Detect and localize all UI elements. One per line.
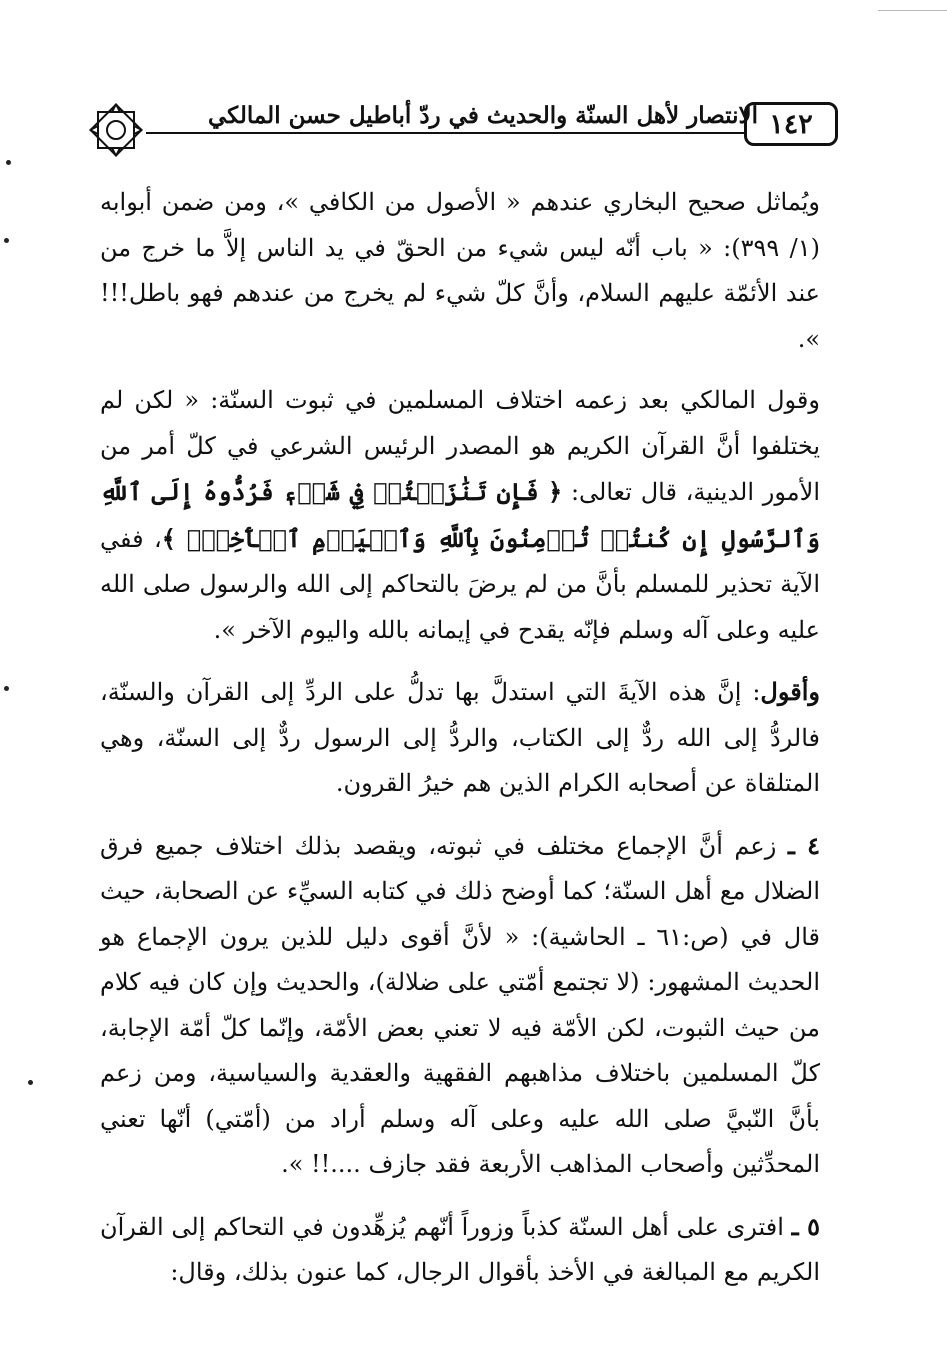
scan-edge-line — [878, 10, 947, 11]
paragraph-4 — [100, 823, 820, 1188]
page-number-box — [744, 102, 838, 146]
paragraph-5 — [100, 1204, 820, 1296]
scan-speck — [6, 160, 11, 165]
header-rule — [146, 132, 744, 134]
paragraph-number: ٤ ـ — [787, 830, 821, 860]
scan-speck — [4, 686, 9, 691]
paragraph-lead: وأقول — [760, 677, 820, 706]
paragraph-text: ويُماثل صحيح البخاري عندهم « الأصول من الكافي »، ومن ضمن أبوابه (١/ ٣٩٩): « باب أنّه ليس شيء من الحقّ في يد الناس إلاَّ ما خرج من عند الأئمّة عليهم السلام، وأنَّ كلّ شيء لم يخرج من عندهم فهو باطل!!! ». — [100, 188, 820, 353]
paragraph-1 — [100, 180, 820, 362]
scan-speck — [28, 1080, 33, 1085]
quran-verse: ﴿ فَإِن تَنَٰزَعۡتُمۡ فِي شَيۡءٖ فَرُدُّوهُ إِلَى ٱللَّهِ وَٱلرَّسُولِ إِن كُنتُمۡ تُؤۡمِنُونَ بِٱللَّهِ وَٱلۡيَوۡمِ ٱلۡأٓخِرِۚ ﴾ — [100, 477, 820, 553]
page-header — [80, 96, 870, 164]
body-text — [100, 180, 820, 1312]
paragraph-text: : إنَّ هذه الآيةَ التي استدلَّ بها تدلُّ على الردِّ إلى القرآن والسنّة، فالردُّ إلى الله ردٌّ إلى الكتاب، والردُّ إلى الرسول ردٌّ إلى السنّة، وهي المتلقاة عن أصحابه الكرام الذين هم خيرُ القرون. — [100, 678, 820, 797]
running-title: الانتصار لأهل السنّة والحديث في ردّ أباطيل حسن المالكي — [208, 102, 759, 129]
paragraph-text: زعم أنَّ الإجماع مختلف في ثبوته، ويقصد بذلك اختلاف جميع فرق الضلال مع أهل السنّة؛ كما أوضح ذلك في كتابه السيِّء عن الصحابة، حيث قال في (ص:٦١ ـ الحاشية): « لأنَّ أقوى دليل للذين يرون الإجماع هو الحديث المشهور: (لا تجتمع أمّتي على ضلالة)، والحديث وإن كان فيه كلام من حيث الثبوت، لكن الأمّة فيه لا تعني بعض الأمّة، وإنّما كلّ أمّة الإجابة، كلّ المسلمين باختلاف مذاهبهم الفقهية والعقدية والسياسية، ومن زعم بأنَّ النّبيَّ صلى الله عليه وعلى آله وسلم أراد من (أمّتي) أنّها تعني المحدِّثين وأصحاب المذاهب الأربعة فقد جازف ....!! ». — [100, 831, 820, 1178]
octagram-ornament-icon — [80, 96, 152, 164]
paragraph-2 — [100, 378, 820, 653]
page-number: ١٤٢ — [769, 108, 813, 140]
scan-speck — [4, 238, 9, 243]
paragraph-text: افترى على أهل السنّة كذباً وزوراً أنّهم يُزهِّدون في التحاكم إلى القرآن الكريم مع المبالغة في الأخذ بأقوال الرجال، كما عنون بذلك، وقال: — [100, 1212, 820, 1286]
paragraph-text: وقول المالكي بعد زعمه اختلاف المسلمين في ثبوت السنّة: « لكن لم يختلفوا أنَّ القرآن الكريم هو المصدر الرئيس الشرعي في كلّ أمر من الأمور الدينية، قال تعالى: — [100, 386, 820, 506]
paragraph-3 — [100, 669, 820, 807]
paragraph-text: ، ففي الآية تحذير للمسلم بأنَّ من لم يرضَ بالتحاكم إلى الله والرسول صلى الله عليه وعلى آله وسلم فإنّه يقدح في إيمانه بالله واليوم الآخر ». — [100, 524, 820, 644]
paragraph-number: ٥ ـ — [791, 1211, 820, 1241]
